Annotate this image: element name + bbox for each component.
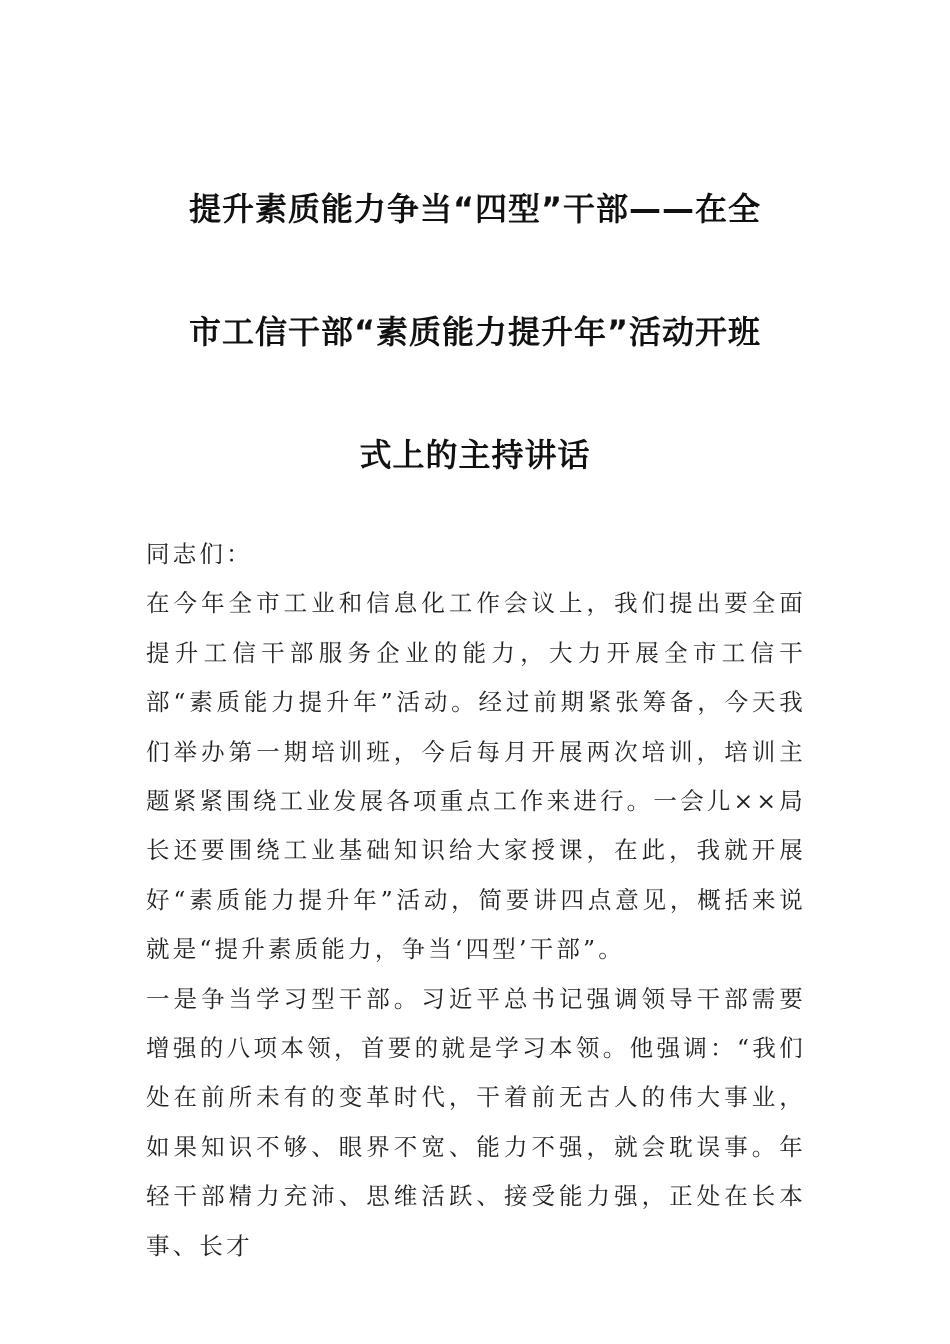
document-title	[130, 148, 820, 517]
paragraph-point-one: 一是争当学习型干部。习近平总书记强调领导干部需要增强的八项本领，首要的就是学习本领。他强调：“我们处在前所未有的变革时代，干着前无古人的伟大事业，如果知识不够、眼界不宽、能力不强，就会耽误事。年轻干部精力充沛、思维活跃、接受能力强，正处在长本事、长才	[146, 984, 806, 1260]
salutation: 同志们：	[146, 540, 253, 568]
title-line-3: 式上的主持讲话	[359, 436, 591, 474]
title-line-1: 提升素质能力争当“四型”干部——在全	[188, 190, 762, 228]
document-body	[146, 530, 806, 1271]
title-line-2: 市工信干部“素质能力提升年”活动开班	[188, 313, 762, 351]
paragraph-intro: 在今年全市工业和信息化工作会议上，我们提出要全面提升工信干部服务企业的能力，大力开展全市工信干部“素质能力提升年”活动。经过前期紧张筹备，今天我们举办第一期培训班，今后每月开展两次培训，培训主题紧紧围绕工业发展各项重点工作来进行。一会儿××局长还要围绕工业基础知识给大家授课，在此，我就开展好“素质能力提升年”活动，简要讲四点意见，概括来说就是“提升素质能力，争当‘四型’干部”。	[146, 589, 806, 964]
